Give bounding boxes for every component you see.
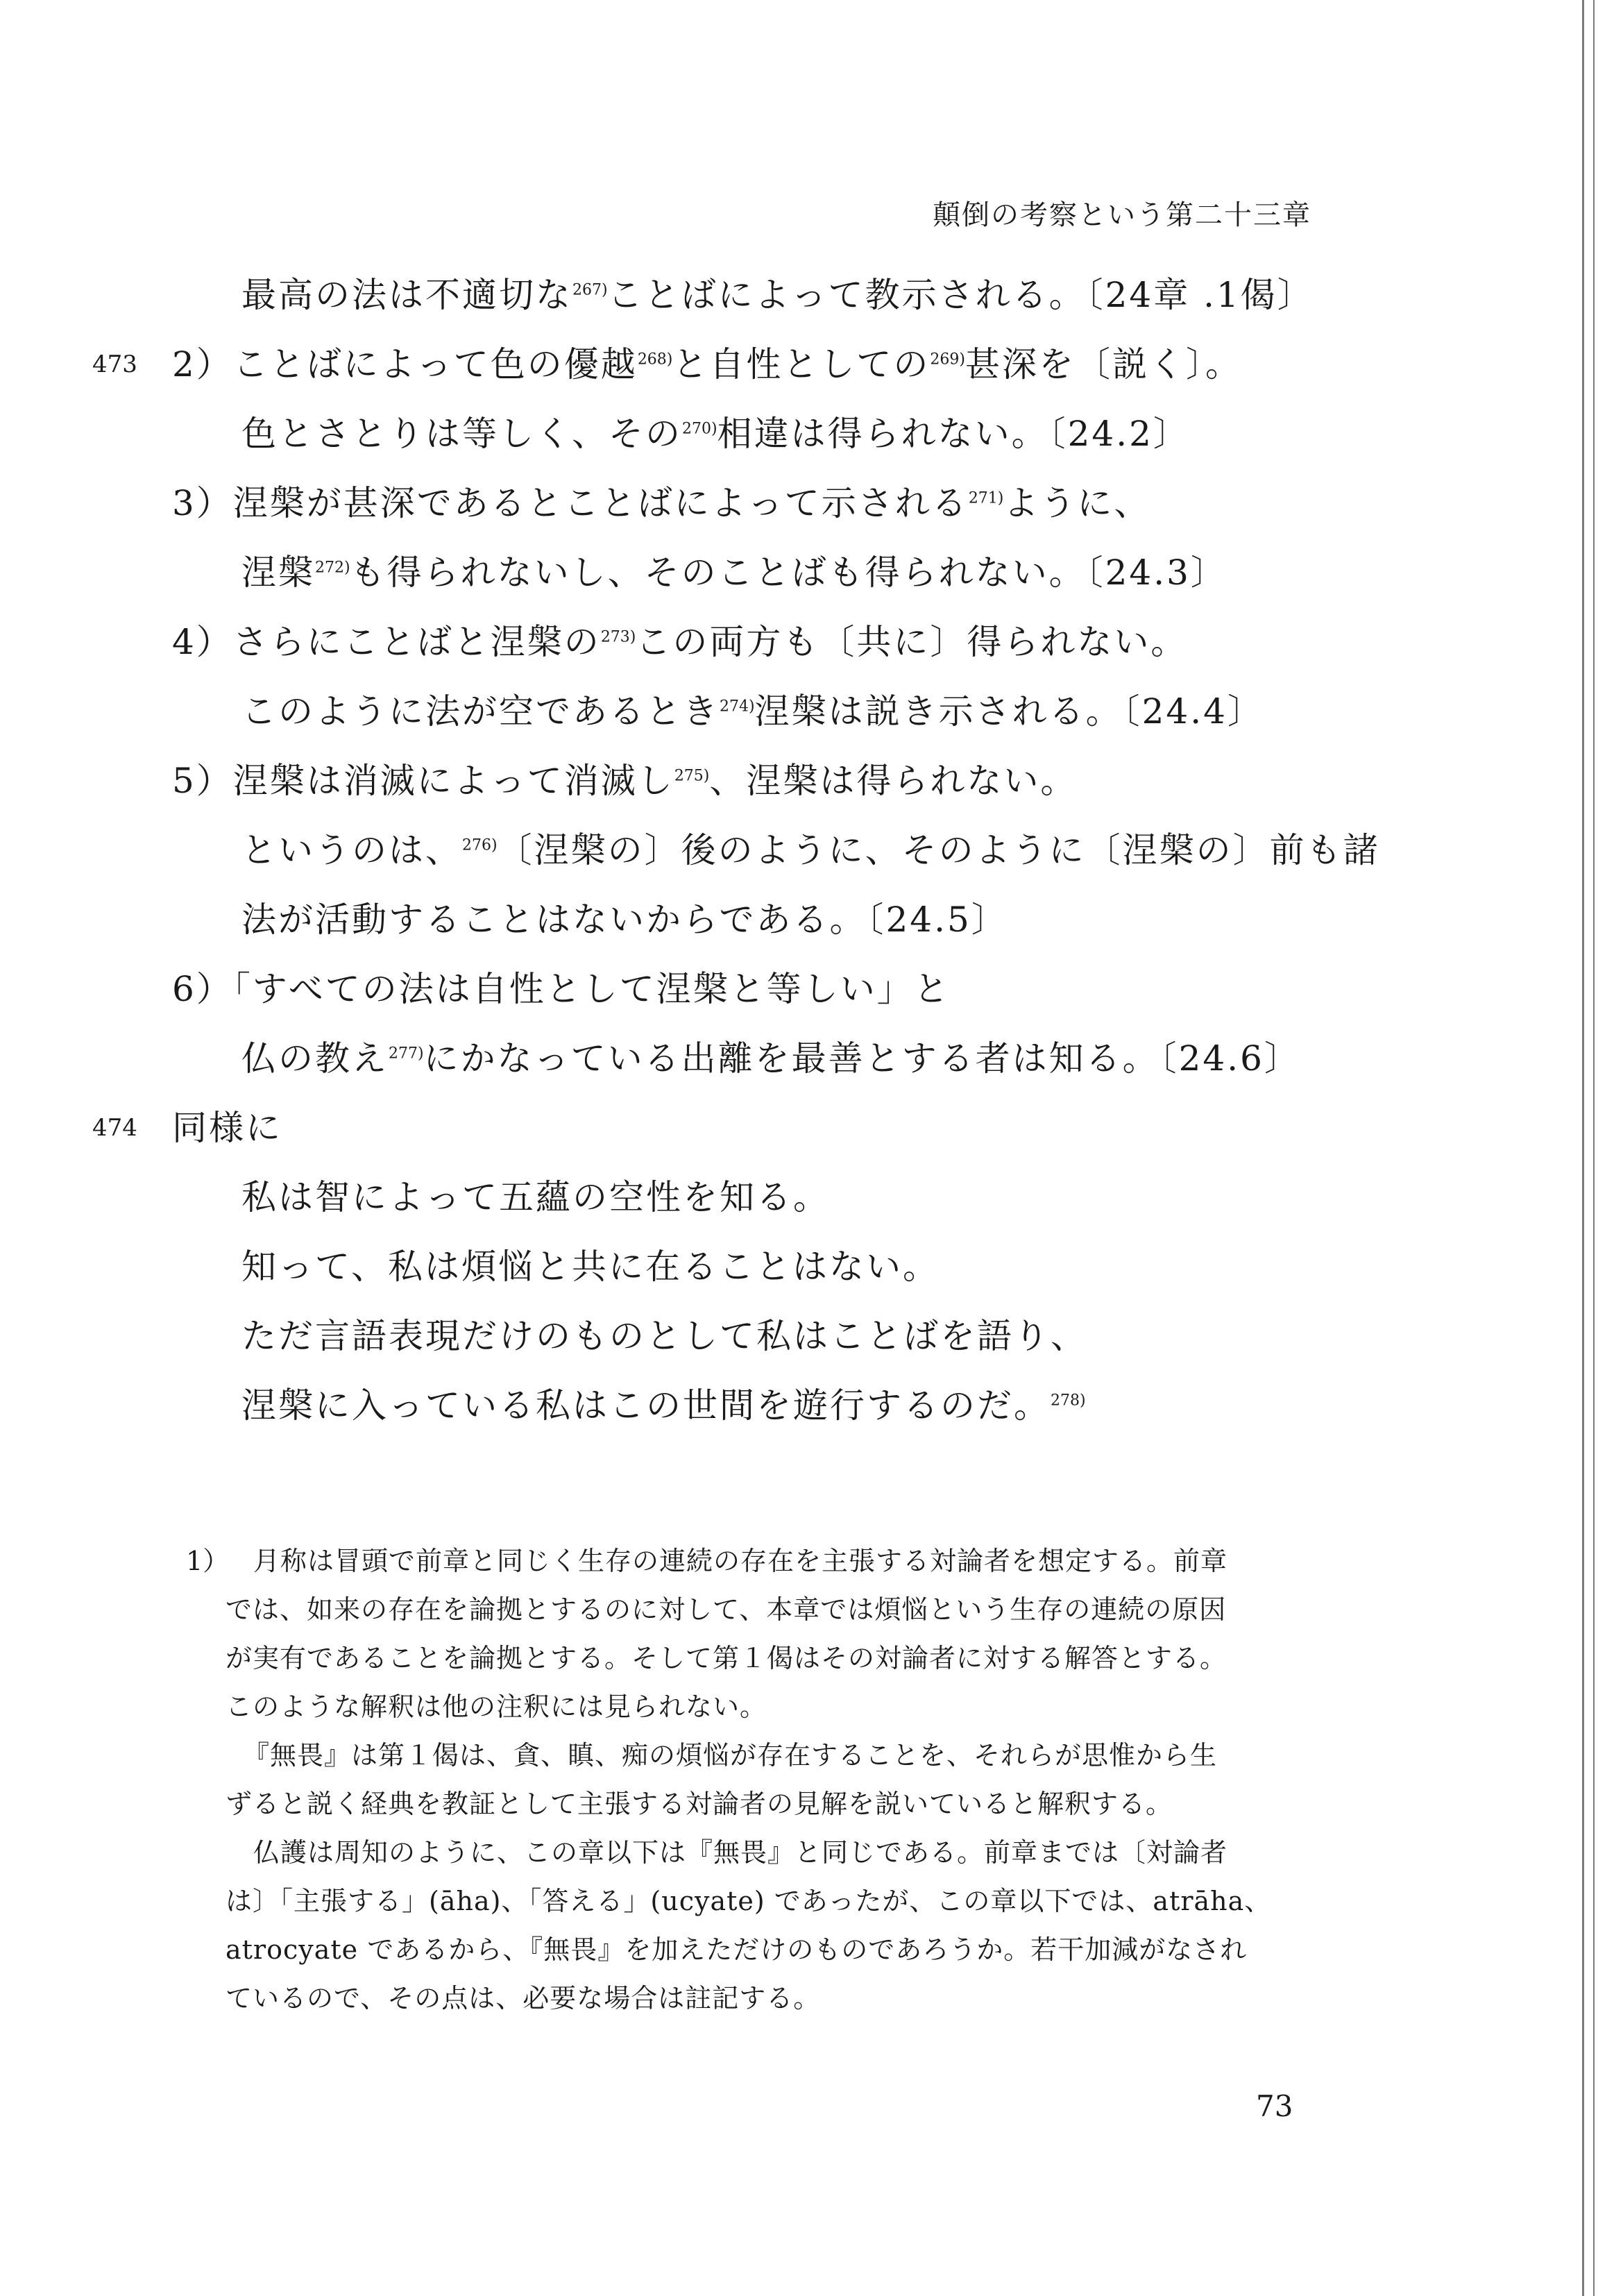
section-number: 473 [92, 351, 137, 378]
verse-text: ことばによって教示される。〔24章 .1偈〕 [607, 275, 1314, 315]
verse-line [241, 552, 1227, 593]
verse-text: 〔涅槃の〕後のように、そのように〔涅槃の〕前も諸 [497, 830, 1380, 870]
section-number: 474 [92, 1114, 137, 1142]
verse-text: 色とさとりは等しく、その [241, 414, 682, 454]
verse-text: 涅槃 [241, 552, 315, 593]
footnote-number: 1） [186, 1546, 230, 1576]
verse-text: 、涅槃は得られない。 [709, 761, 1078, 801]
prose-line: 同様に [172, 1108, 282, 1148]
footnote-line: 『無畏』は第１偈は、貪、瞋、痴の煩悩が存在することを、それらが思惟から生 [243, 1740, 1218, 1771]
verse-line: 法が活動することはないからである。〔24.5〕 [241, 900, 1008, 940]
footnote-line: atrocyate であるから、『無畏』を加えただけのものであろうか。若干加減がなされ [226, 1934, 1248, 1965]
page-number: 73 [1256, 2089, 1293, 2123]
verse-line [241, 1038, 1301, 1079]
footnote-ref: 269) [930, 351, 965, 369]
footnote-ref: 275) [674, 767, 710, 785]
footnote-line: は〕「主張する」(āha)、「答える」(ucyate) であったが、この章以下では、atrāha、 [226, 1886, 1272, 1916]
verse-text: 涅槃は消滅によって消滅し [232, 761, 674, 801]
verse-text: 涅槃は説き示される。〔24.4〕 [754, 691, 1264, 732]
verse-text: ことばによって色の優越 [232, 344, 638, 385]
verse-text: ように、 [1003, 483, 1151, 523]
footnote-ref: 272) [315, 559, 350, 577]
verse-text: このように法が空であるとき [241, 691, 720, 732]
footnote-ref: 278) [1051, 1392, 1086, 1410]
footnote-ref: 273) [600, 628, 636, 646]
verse-line [241, 1385, 1086, 1426]
verse-text: さらにことばと涅槃の [232, 622, 601, 662]
verse-label: 4） [172, 622, 233, 662]
footnote-ref: 271) [968, 489, 1004, 507]
verse-label: 2） [172, 344, 233, 385]
verse-text: というのは、 [241, 830, 462, 870]
footnote-line: が実有であることを論拠とする。そして第１偈はその対論者に対する解答とする。 [226, 1643, 1227, 1673]
verse-line [172, 621, 1187, 663]
verse-text: 最高の法は不適切な [241, 275, 572, 315]
footnote-ref: 270) [682, 420, 717, 438]
footnote-ref: 267) [572, 281, 608, 299]
scan-edge-line [1582, 0, 1584, 2296]
footnote-line: 月称は冒頭で前章と同じく生存の連続の存在を主張する対論者を想定する。前章 [253, 1546, 1228, 1576]
running-header: 顛倒の考察という第二十三章 [933, 199, 1311, 231]
verse-line [172, 482, 1150, 524]
verse-text: 涅槃に入っている私はこの世間を遊行するのだ。 [241, 1385, 1051, 1426]
footnote-ref: 268) [637, 351, 673, 369]
verse-line [172, 344, 1242, 385]
verse-line: 私は智によって五蘊の空性を知る。 [241, 1177, 830, 1217]
verse-line: ただ言語表現だけのものとして私はことばを語り、 [241, 1316, 1087, 1356]
verse-text: 甚深を〔説く〕。 [965, 344, 1242, 385]
verse-text: 「すべての法は自性として涅槃と等しい」と [232, 969, 951, 1009]
verse-text: と自性としての [672, 344, 931, 385]
footnote-line: ずると説く経典を教証として主張する対論者の見解を説いていると解釈する。 [226, 1789, 1173, 1819]
verse-line [172, 968, 951, 1010]
footnote-line: 仏護は周知のように、この章以下は『無畏』と同じである。前章までは〔対論者 [253, 1837, 1228, 1868]
verse-text: この両方も〔共に〕得られない。 [636, 622, 1188, 662]
verse-text: 相違は得られない。〔24.2〕 [717, 414, 1190, 454]
verse-line [241, 274, 1314, 316]
verse-text: も得られないし、そのことばも得られない。〔24.3〕 [350, 552, 1227, 593]
verse-line [241, 691, 1264, 732]
footnote-ref: 274) [720, 698, 755, 716]
footnote-line: このような解釈は他の注釈には見られない。 [226, 1691, 767, 1722]
footnote-line: ているので、その点は、必要な場合は註記する。 [226, 1983, 821, 2014]
footnote-line: では、如来の存在を論拠とするのに対して、本章では煩悩という生存の連続の原因 [226, 1594, 1227, 1625]
verse-line [172, 760, 1077, 802]
verse-line [241, 829, 1380, 871]
scan-edge-line [1593, 0, 1595, 2296]
verse-label: 6） [172, 969, 233, 1009]
footnote-ref: 276) [462, 836, 498, 854]
verse-text: 涅槃が甚深であるとことばによって示される [232, 483, 969, 523]
verse-text: にかなっている出離を最善とする者は知る。〔24.6〕 [423, 1038, 1301, 1079]
verse-line [241, 413, 1190, 455]
verse-label: 3） [172, 483, 233, 523]
verse-label: 5） [172, 761, 233, 801]
verse-line: 知って、私は煩悩と共に在ることはない。 [241, 1247, 940, 1287]
verse-text: 仏の教え [241, 1038, 389, 1079]
footnote-ref: 277) [389, 1045, 424, 1063]
